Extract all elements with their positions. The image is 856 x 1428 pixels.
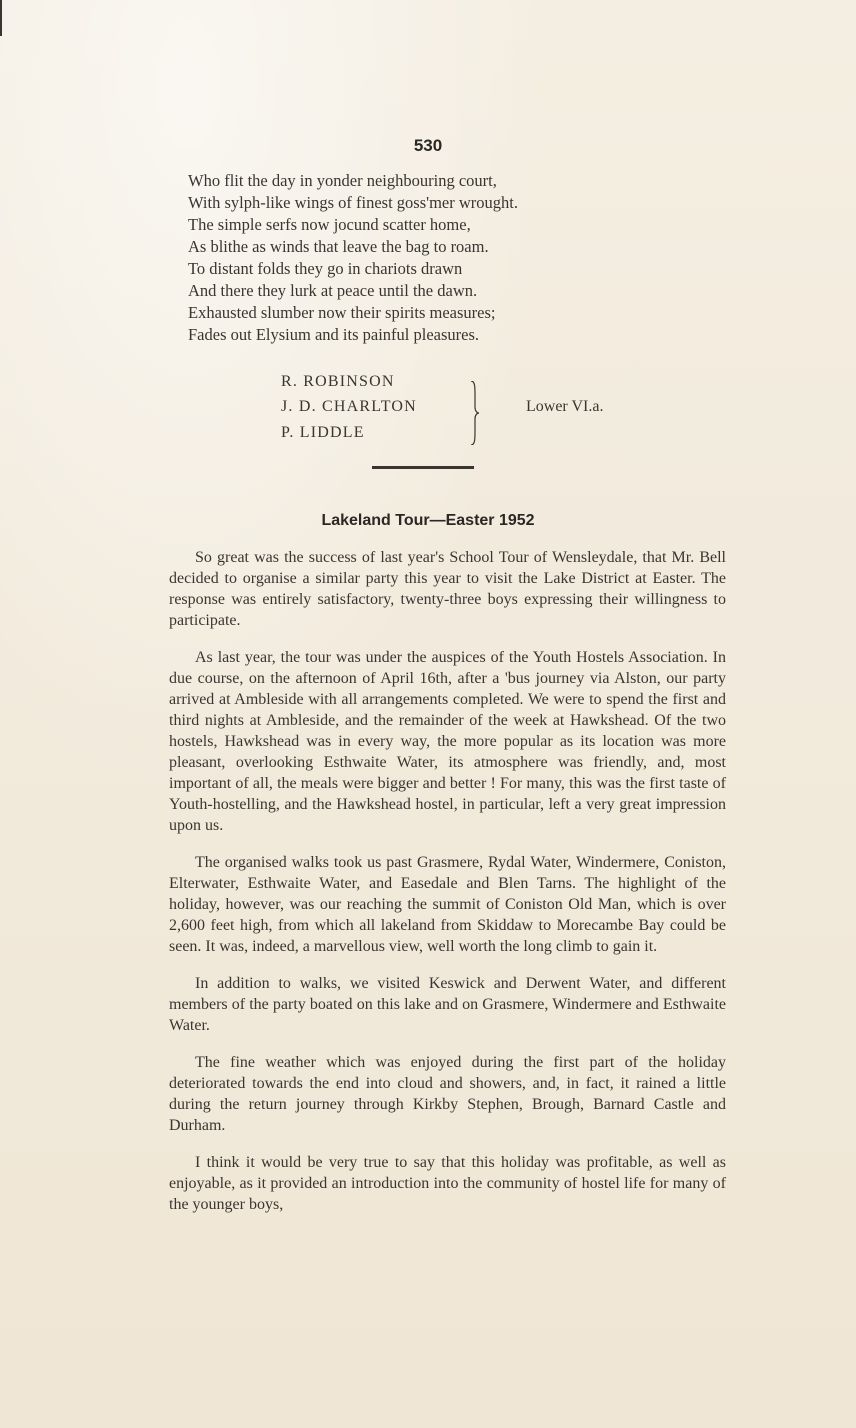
article-body xyxy=(169,547,726,1231)
form-label: Lower VI.a. xyxy=(526,398,604,415)
article-paragraph: So great was the success of last year's School Tour of Wensleydale, that Mr. Bell decided to organise a similar party this year to visit the Lake District at Easter. The response was entirely satisfactory, twenty-three boys expressing their willingness to participate. xyxy=(169,549,726,629)
author-name: J. D. CHARLTON xyxy=(281,398,417,415)
poem-line: The simple serfs now jocund scatter home, xyxy=(188,215,471,234)
article-paragraph: I think it would be very true to say that this holiday was profitable, as well as enjoyable, as it provided an introduction into the community of hostel life for many of the younger boys, xyxy=(169,1154,726,1213)
poem-line: Who flit the day in yonder neighbouring court, xyxy=(188,171,497,190)
article-paragraph: The organised walks took us past Grasmere, Rydal Water, Windermere, Coniston, Elterwater, Esthwaite Water, and Easedale and Blen Tarns. The highlight of the holiday, however, was our reaching the summit of Coniston Old Man, which is over 2,600 feet high, from which all lakeland from Skiddaw to Morecambe Bay could be seen. It was, indeed, a marvellous view, well worth the long climb to gain it. xyxy=(169,854,726,955)
section-divider xyxy=(372,466,474,469)
poem xyxy=(188,170,748,346)
article-paragraph: The fine weather which was enjoyed during the first part of the holiday deteriorated towards the end into cloud and showers, and, in fact, it rained a little during the return journey through Kirkby Stephen, Brough, Barnard Castle and Durham. xyxy=(169,1054,726,1134)
article-paragraph: In addition to walks, we visited Keswick and Derwent Water, and different members of the party boated on this lake and on Grasmere, Windermere and Esthwaite Water. xyxy=(169,975,726,1034)
author-name: R. ROBINSON xyxy=(281,373,395,390)
poem-line: Exhausted slumber now their spirits measures; xyxy=(188,303,496,322)
article-paragraph: As last year, the tour was under the auspices of the Youth Hostels Association. In due course, on the afternoon of April 16th, after a 'bus journey via Alston, our party arrived at Ambleside with all arrangements completed. We were to spend the first and third nights at Ambleside, and the remainder of the week at Hawkshead. Of the two hostels, Hawkshead was in every way, the more popular as its location was more pleasant, overlooking Esthwaite Water, its atmosphere was friendly, and, most important of all, the meals were bigger and better ! For many, this was the first taste of Youth-hostelling, and the Hawkshead hostel, in particular, left a very great impression upon us. xyxy=(169,649,726,834)
poem-line: And there they lurk at peace until the dawn. xyxy=(188,281,478,300)
scan-edge-mark xyxy=(0,0,2,36)
page-number: 530 xyxy=(413,136,443,155)
author-name: P. LIDDLE xyxy=(281,424,365,441)
poem-line: Fades out Elysium and its painful pleasures. xyxy=(188,325,479,344)
poem-line: As blithe as winds that leave the bag to roam. xyxy=(188,237,489,256)
poem-line: To distant folds they go in chariots drawn xyxy=(188,259,463,278)
poem-line: With sylph-like wings of finest goss'mer wrought. xyxy=(188,193,518,212)
article-title: Lakeland Tour—Easter 1952 xyxy=(321,512,535,529)
author-signatures xyxy=(281,373,701,445)
right-brace-icon xyxy=(470,381,480,445)
